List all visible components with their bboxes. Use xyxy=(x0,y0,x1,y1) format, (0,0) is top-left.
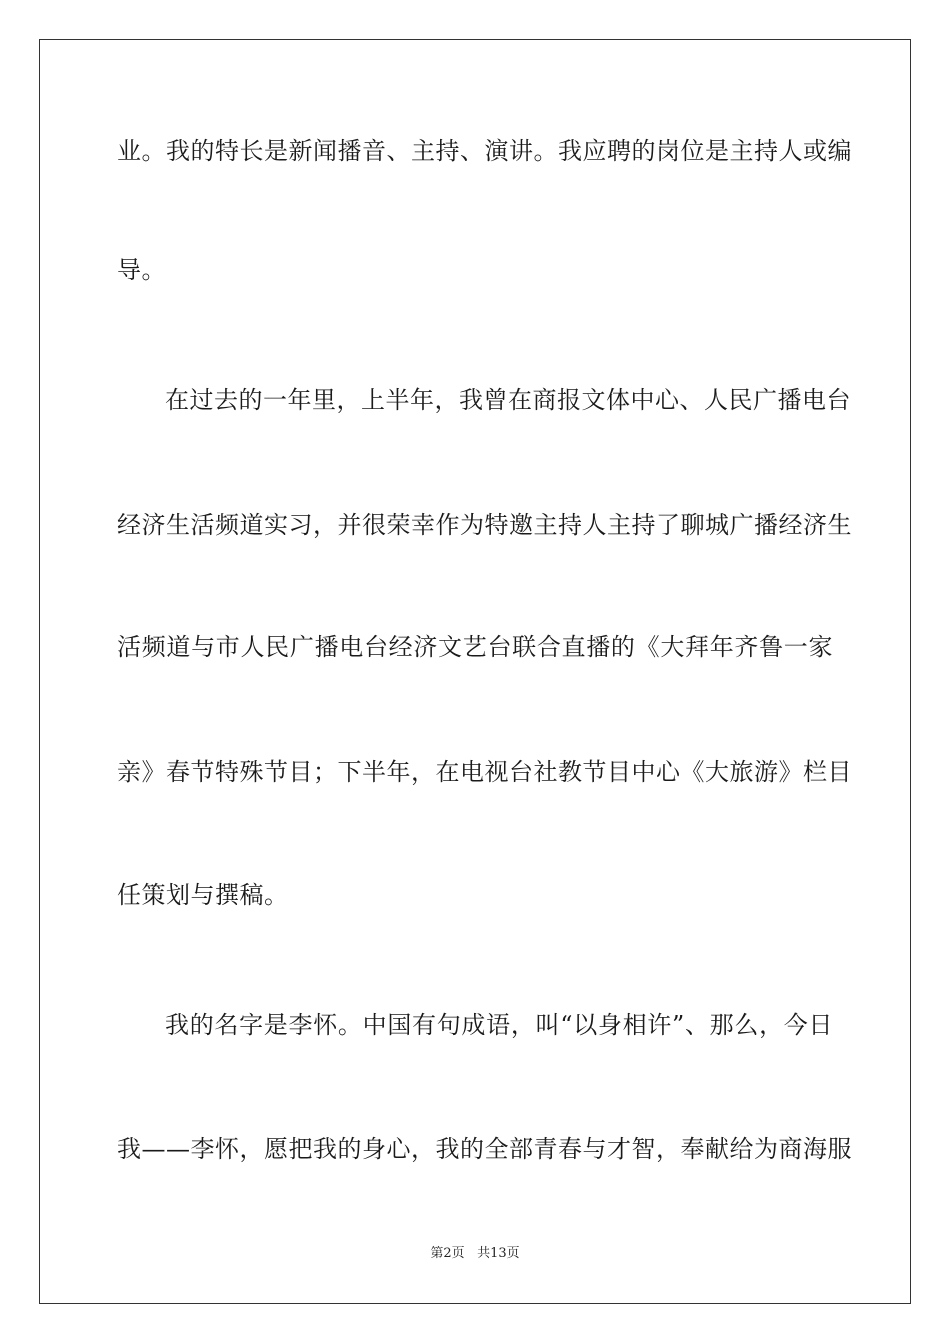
paragraph-line: 导。 xyxy=(117,256,166,284)
paragraph-line: 经济生活频道实习，并很荣幸作为特邀主持人主持了聊城广播经济生 xyxy=(117,511,852,539)
paragraph-line: 任策划与撰稿。 xyxy=(117,881,289,909)
paragraph-line: 我——李怀，愿把我的身心，我的全部青春与才智，奉献给为商海服 xyxy=(117,1135,852,1163)
page-total: 共13页 xyxy=(477,1246,520,1261)
paragraph-line: 活频道与市人民广播电台经济文艺台联合直播的《大拜年齐鲁一家 xyxy=(117,633,833,661)
page-footer xyxy=(0,1246,950,1262)
page-number: 第2页 xyxy=(430,1246,465,1261)
page-border xyxy=(39,39,911,1304)
paragraph-line: 我的名字是李怀。中国有句成语，叫“以身相许”、那么，今日 xyxy=(165,1011,833,1039)
paragraph-line: 业。我的特长是新闻播音、主持、演讲。我应聘的岗位是主持人或编 xyxy=(117,137,852,165)
paragraph-line: 在过去的一年里，上半年，我曾在商报文体中心、人民广播电台 xyxy=(165,386,851,414)
paragraph-line: 亲》春节特殊节目；下半年，在电视台社教节目中心《大旅游》栏目 xyxy=(117,758,852,786)
